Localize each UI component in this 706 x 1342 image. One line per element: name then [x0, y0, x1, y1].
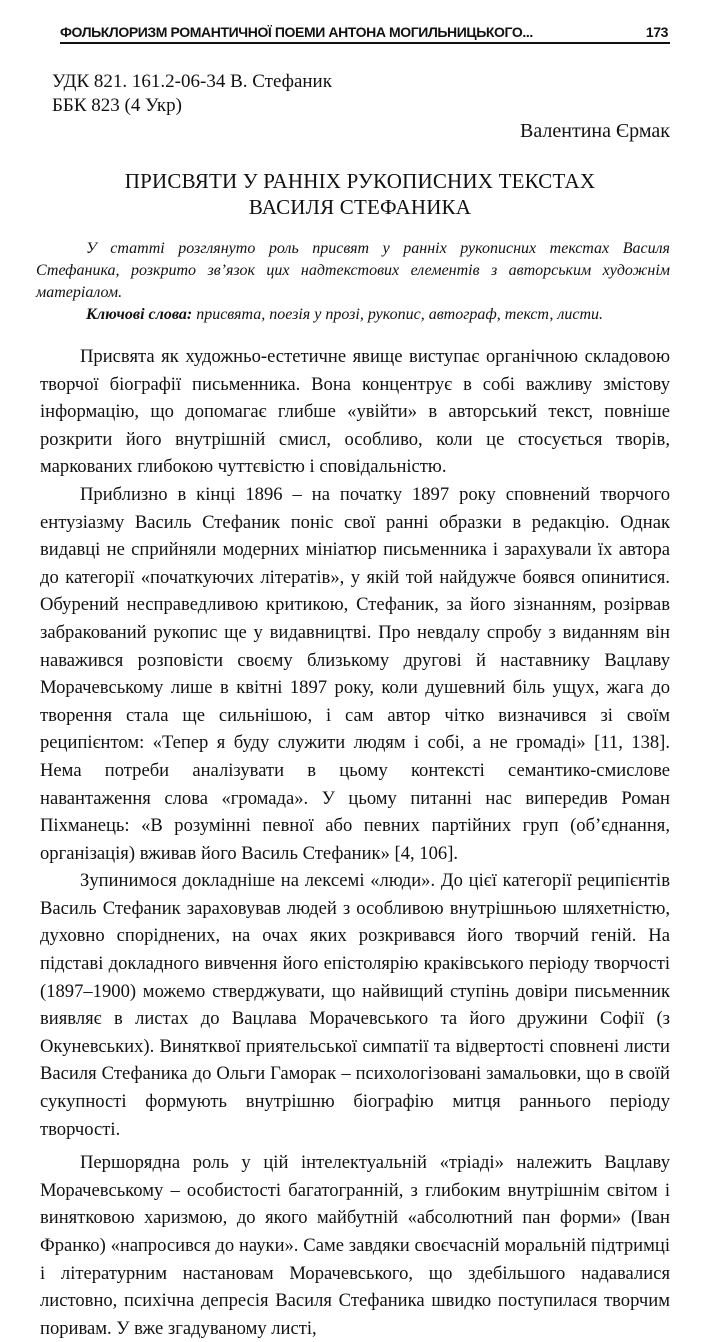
- author-name: Валентина Єрмак: [520, 120, 670, 142]
- article-title-line-1: ПРИСВЯТИ У РАННІХ РУКОПИСНИХ ТЕКСТАХ: [124, 169, 596, 193]
- keywords: [36, 304, 670, 326]
- bbk-code: ББК 823 (4 Укр): [52, 95, 182, 116]
- paragraph: Приблизно в кінці 1896 – на початку 1897 року сповнений творчого ентузіазму Василь Стефаник поніс свої ранні образки в редакцію. Однак видавці не сприйняли модерних мініатюр письменника і зарахували їх автора до категорії «початкуючих літератів», у якій той найдужче боявся опинитися. Обурений несправедливою критикою, Стефаник, за його зізнанням, розірвав забракований рукопис ще у видавництві. Про невдалу спробу з виданням він наважився розповісти своєму близькому другові й наставнику Вацлаву Морачевському лише в квітні 1897 року, коли душевний біль ущух, жага до творення стала ще сильнішою, і сам автор чітко визначився зі своїм реципієнтом: «Тепер я буду служити людям і собі, а не громаді» [11, 138]. Нема потреби аналізувати в цьому контексті семантико-смислове навантаження слова «громада». У цьому питанні нас випередив Роман Піхманець: «В розумінні певної або певних партійних груп (об’єднання, організація) вживав його Василь Стефаник» [4, 106].: [40, 483, 670, 864]
- article-title: [60, 168, 660, 220]
- abstract: У статті розглянуто роль присвят у ранніх рукописних текстах Василя Стефаника, розкрито зв’язок цих надтекстових елементів з авторським художнім матеріалом.: [36, 240, 670, 301]
- running-head-title: ФОЛЬКЛОРИЗМ РОМАНТИЧНОЇ ПОЕМИ АНТОНА МОГИЛЬНИЦЬКОГО...: [60, 24, 533, 40]
- paragraph: Зупинимося докладніше на лексемі «люди». До цієї категорії реципієнтів Василь Стефаник зараховував людей з особливою внутрішньою шляхетністю, духовно споріднених, на очах яких розкривався його творчий геній. На підставі докладного вивчення його епістолярію краківського періоду творчості (1897–1900) можемо стверджувати, що найвищий ступінь довіри письменник виявляє в листах до Вацлава Морачевського та його дружини Софії (з Окуневських). Винятквої приятельської симпатії та відвертості сповнені листи Василя Стефаника до Ольги Гаморак – психологізовані замальовки, що в своїй сукупності формують внутрішню біографію митця раннього періоду творчості.: [40, 870, 670, 1140]
- paragraph: Присвята як художньо-естетичне явище виступає органічною складовою творчої біографії письменника. Вона концентрує в собі важливу змістову інформацію, що допомагає глибше «увійти» в авторський текст, повніше розкрити його внутрішній смисл, особливо, коли це стосується творів, маркованих глибокою чуттєвістю і сповідальністю.: [40, 346, 670, 478]
- article-body: [40, 343, 670, 1342]
- page-number: 173: [645, 24, 668, 40]
- keywords-label: Ключові слова:: [86, 306, 193, 323]
- article-title-line-2: ВАСИЛЯ СТЕФАНИКА: [248, 195, 472, 219]
- classification-codes: [52, 70, 332, 118]
- running-head: [60, 24, 670, 44]
- udc-code: УДК 821. 161.2-06-34 В. Стефаник: [52, 71, 332, 92]
- paragraph: Першорядна роль у цій інтелектуальній «тріаді» належить Вацлаву Морачевському – особистості багатогранній, з глибоким внутрішнім світом і винятковою харизмою, до якого майбутній «абсолютний пан форми» (Іван Франко) «напросився до науки». Саме завдяки своєчасній моральній підтримці і літературним настановам Морачевського, що здебільшого надавалися листовно, психічна депресія Василя Стефаника швидко поступилася творчим поривам. У вже згадуваному листі,: [40, 1152, 670, 1339]
- keywords-text: присвята, поезія у прозі, рукопис, автограф, текст, листи.: [192, 306, 604, 323]
